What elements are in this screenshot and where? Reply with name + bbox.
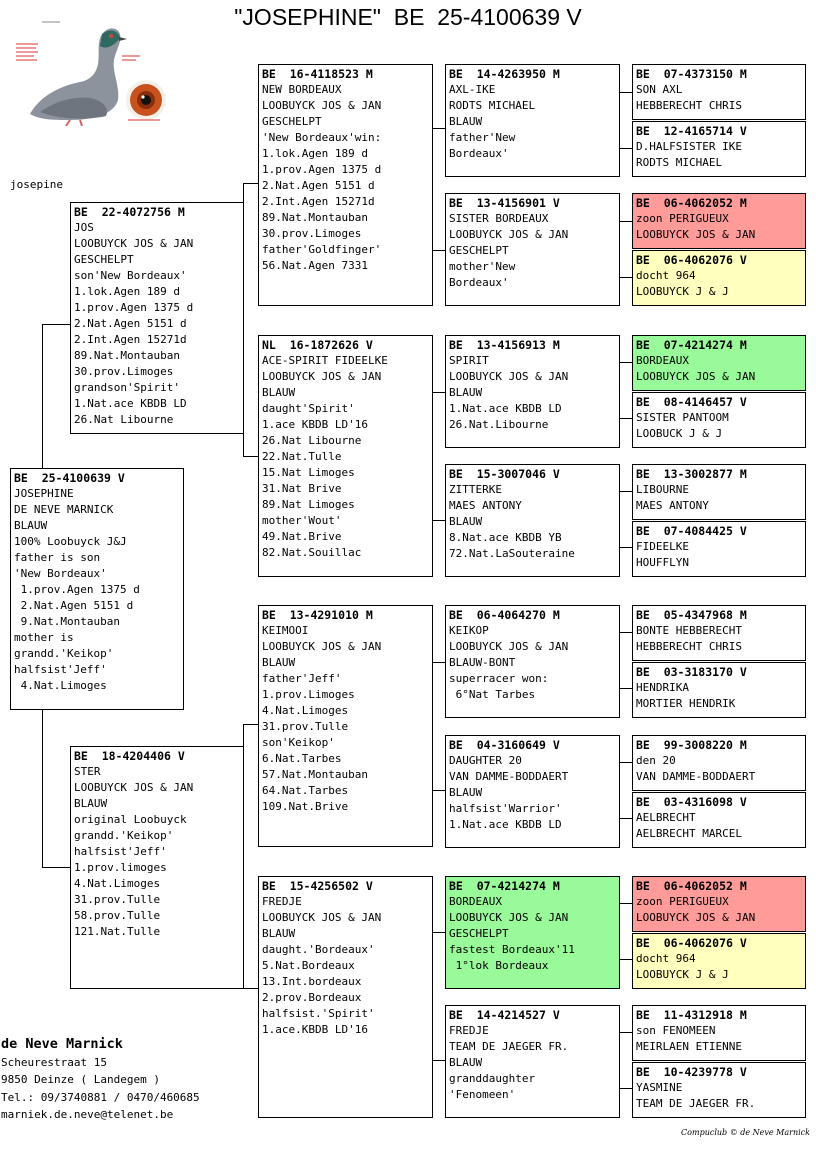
pedigree-detail-line: mother'Wout' xyxy=(262,514,342,527)
pedigree-detail-line: 31.prov.Tulle xyxy=(74,893,161,906)
pedigree-detail-line: GESCHELPT xyxy=(449,244,509,257)
ring-number: BE 03-4316098 V xyxy=(636,795,747,809)
pedigree-detail-line: 1.prov.Agen 1375 d xyxy=(262,163,382,176)
pedigree-detail-line: daught'Spirit' xyxy=(262,402,355,415)
pedigree-detail-line: 31.Nat Brive xyxy=(262,482,342,495)
pedigree-detail-line: LOOBUYCK JOS & JAN xyxy=(449,370,569,383)
ancestor-card xyxy=(632,121,806,177)
ring-number: BE 07-4214274 M xyxy=(449,879,560,893)
pedigree-detail-line: father'Jeff' xyxy=(262,672,342,685)
connector-line xyxy=(619,148,632,149)
pedigree-detail-line: granddaughter xyxy=(449,1072,536,1085)
ring-number: BE 14-4214527 V xyxy=(449,1008,560,1022)
father-card xyxy=(70,202,244,434)
pigeon-name: SISTER PANTOOM xyxy=(636,411,729,424)
pedigree-detail-line: BLAUW xyxy=(262,386,296,399)
footer-credit: Compuclub © de Neve Marnick xyxy=(681,1128,810,1137)
pedigree-detail-line: BLAUW xyxy=(449,1056,483,1069)
owner-address: Scheurestraat 15 xyxy=(1,1055,107,1069)
connector-line xyxy=(619,277,632,278)
side-label: josepine xyxy=(10,178,63,191)
ancestor-card xyxy=(632,464,806,520)
pigeon-name: YASMINE xyxy=(636,1081,683,1094)
pedigree-detail-line: 'Fenomeen' xyxy=(449,1088,516,1101)
pedigree-detail-line: daught.'Bordeaux' xyxy=(262,943,375,956)
ancestor-card xyxy=(632,335,806,391)
ring-number: BE 11-4312918 M xyxy=(636,1008,747,1022)
pedigree-detail-line: LOOBUYCK J & J xyxy=(636,968,729,981)
pedigree-detail-line: son'New Bordeaux' xyxy=(74,269,187,282)
pigeon-name: FREDJE xyxy=(262,895,302,908)
pedigree-detail-line: Bordeaux' xyxy=(449,276,509,289)
ancestor-card xyxy=(632,933,806,989)
pedigree-detail-line: 26.Nat Libourne xyxy=(74,413,174,426)
ancestor-card xyxy=(632,1062,806,1118)
pigeon-name: BORDEAUX xyxy=(636,354,689,367)
pigeon-name: JOS xyxy=(74,221,94,234)
pedigree-detail-line: grandd.'Keikop' xyxy=(14,647,114,660)
pigeon-name: SISTER BORDEAUX xyxy=(449,212,549,225)
pedigree-detail-line: 1°lok Bordeaux xyxy=(449,959,549,972)
pedigree-detail-line: LOOBUYCK JOS & JAN xyxy=(262,640,382,653)
pigeon-name: docht 964 xyxy=(636,952,696,965)
ring-number: BE 07-4084425 V xyxy=(636,524,747,538)
pedigree-detail-line: 1.Nat.ace KBDB LD xyxy=(449,818,562,831)
connector-line xyxy=(619,818,632,819)
pedigree-detail-line: 4.Nat.Limoges xyxy=(14,679,107,692)
pedigree-detail-line: grandd.'Keikop' xyxy=(74,829,174,842)
connector-line xyxy=(243,456,258,457)
pedigree-detail-line: 13.Int.bordeaux xyxy=(262,975,362,988)
pedigree-detail-line: LOOBUYCK JOS & JAN xyxy=(74,237,194,250)
pedigree-detail-line: DE NEVE MARNICK xyxy=(14,503,114,516)
connector-line xyxy=(432,392,445,393)
ring-number: BE 06-4064270 M xyxy=(449,608,560,622)
ring-number: BE 04-3160649 V xyxy=(449,738,560,752)
pedigree-detail-line: 1.prov.Agen 1375 d xyxy=(14,583,140,596)
ring-number: BE 16-4118523 M xyxy=(262,67,373,81)
pedigree-detail-line: MAES ANTONY xyxy=(449,499,522,512)
pedigree-detail-line: LOOBUYCK JOS & JAN xyxy=(449,911,569,924)
owner-email: marniek.de.neve@telenet.be xyxy=(1,1108,174,1121)
pedigree-detail-line: 89.Nat.Montauban xyxy=(74,349,180,362)
pedigree-detail-line: LOOBUYCK J & J xyxy=(636,285,729,298)
pedigree-detail-line: BLAUW xyxy=(449,515,483,528)
pedigree-detail-line: 30.prov.Limoges xyxy=(74,365,174,378)
ring-number: BE 07-4214274 M xyxy=(636,338,747,352)
pedigree-detail-line: BLAUW-BONT xyxy=(449,656,516,669)
pedigree-detail-line: 2.Int.Agen 15271d xyxy=(74,333,187,346)
pedigree-detail-line: 1.Nat.ace KBDB LD xyxy=(74,397,187,410)
pedigree-detail-line: halfsist'Warrior' xyxy=(449,802,562,815)
pedigree-detail-line: 57.Nat.Montauban xyxy=(262,768,368,781)
pigeon-name: DAUGHTER 20 xyxy=(449,754,522,767)
pedigree-detail-line: GESCHELPT xyxy=(262,115,322,128)
pedigree-detail-line: TEAM DE JAEGER FR. xyxy=(636,1097,756,1110)
pigeon-name: STER xyxy=(74,765,101,778)
ring-number: NL 16-1872626 V xyxy=(262,338,373,352)
pedigree-detail-line: LOOBUYCK JOS & JAN xyxy=(449,228,569,241)
pedigree-detail-line: halfsist.'Spirit' xyxy=(262,1007,375,1020)
pedigree-detail-line: superracer won: xyxy=(449,672,549,685)
pedigree-detail-line: VAN DAMME-BODDAERT xyxy=(449,770,569,783)
pedigree-detail-line: LOOBUYCK JOS & JAN xyxy=(636,370,756,383)
ring-number: BE 06-4062052 M xyxy=(636,196,747,210)
pigeon-name: BORDEAUX xyxy=(449,895,502,908)
subject-pigeon-card xyxy=(10,468,184,710)
connector-line xyxy=(619,762,632,763)
connector-line xyxy=(619,688,632,689)
pedigree-detail-line: 5.Nat.Bordeaux xyxy=(262,959,355,972)
pedigree-detail-line: 1.prov.limoges xyxy=(74,861,167,874)
connector-line xyxy=(619,92,632,93)
pedigree-detail-line: GESCHELPT xyxy=(74,253,134,266)
connector-line xyxy=(42,324,43,468)
pigeon-name: zoon PERIGUEUX xyxy=(636,895,729,908)
pedigree-detail-line: 'New Bordeaux'win: xyxy=(262,131,382,144)
connector-line xyxy=(619,1088,632,1089)
pedigree-detail-line: 49.Nat.Brive xyxy=(262,530,342,543)
pedigree-detail-line: father'Goldfinger' xyxy=(262,243,382,256)
ring-number: BE 15-3007046 V xyxy=(449,467,560,481)
connector-line xyxy=(432,662,445,663)
pedigree-detail-line: fastest Bordeaux'11 xyxy=(449,943,575,956)
ring-number: BE 08-4146457 V xyxy=(636,395,747,409)
pigeon-name: zoon PERIGUEUX xyxy=(636,212,729,225)
pedigree-detail-line: halfsist'Jeff' xyxy=(74,845,167,858)
great-grandparent-card xyxy=(445,335,620,448)
pedigree-detail-line: LOOBUYCK JOS & JAN xyxy=(636,911,756,924)
ring-number: BE 06-4062076 V xyxy=(636,253,747,267)
ring-number: BE 05-4347968 M xyxy=(636,608,747,622)
pedigree-detail-line: MEIRLAEN ETIENNE xyxy=(636,1040,742,1053)
pedigree-title: "JOSEPHINE" BE 25-4100639 V xyxy=(234,4,582,30)
owner-info xyxy=(1,1036,200,1124)
connector-line xyxy=(243,724,258,725)
ancestor-card xyxy=(632,193,806,249)
pedigree-detail-line: MAES ANTONY xyxy=(636,499,709,512)
ancestor-card xyxy=(632,792,806,848)
pedigree-detail-line: mother is xyxy=(14,631,74,644)
great-grandparent-card xyxy=(445,1005,620,1118)
pedigree-detail-line: BLAUW xyxy=(14,519,48,532)
connector-line xyxy=(619,491,632,492)
pedigree-detail-line: RODTS MICHAEL xyxy=(636,156,723,169)
pedigree-detail-line: 1.prov.Agen 1375 d xyxy=(74,301,194,314)
pedigree-detail-line: 9.Nat.Montauban xyxy=(14,615,120,628)
pedigree-detail-line: BLAUW xyxy=(262,656,296,669)
ring-number: BE 99-3008220 M xyxy=(636,738,747,752)
ring-number: BE 25-4100639 V xyxy=(14,471,125,485)
pedigree-detail-line: LOOBUYCK JOS & JAN xyxy=(262,99,382,112)
pedigree-detail-line: 4.Nat.Limoges xyxy=(74,877,161,890)
pedigree-detail-line: LOOBUYCK JOS & JAN xyxy=(74,781,194,794)
connector-line xyxy=(432,790,445,791)
pedigree-detail-line: 64.Nat.Tarbes xyxy=(262,784,349,797)
pedigree-detail-line: BLAUW xyxy=(449,115,483,128)
connector-line xyxy=(619,418,632,419)
pigeon-name: JOSEPHINE xyxy=(14,487,74,500)
ring-number: BE 13-4156901 V xyxy=(449,196,560,210)
connector-line xyxy=(619,959,632,960)
pigeon-name: FREDJE xyxy=(449,1024,489,1037)
pedigree-detail-line: 56.Nat.Agen 7331 xyxy=(262,259,368,272)
pedigree-detail-line: 1.prov.Limoges xyxy=(262,688,355,701)
great-grandparent-card xyxy=(445,876,620,989)
ancestor-card xyxy=(632,662,806,718)
owner-name: de Neve Marnick xyxy=(1,1036,123,1052)
pedigree-detail-line: 1.ace KBDB LD'16 xyxy=(262,418,368,431)
ring-number: BE 13-4156913 M xyxy=(449,338,560,352)
pigeon-name: SON AXL xyxy=(636,83,683,96)
owner-city: 9850 Deinze ( Landegem ) xyxy=(1,1073,160,1086)
pedigree-detail-line: 2.Int.Agen 15271d xyxy=(262,195,375,208)
pedigree-detail-line: 'New Bordeaux' xyxy=(14,567,107,580)
great-grandparent-card xyxy=(445,735,620,848)
pedigree-detail-line: 26.Nat Libourne xyxy=(262,434,362,447)
pigeon-name: SPIRIT xyxy=(449,354,489,367)
pedigree-detail-line: 2.Nat.Agen 5151 d xyxy=(262,179,375,192)
ring-number: BE 15-4256502 V xyxy=(262,879,373,893)
connector-line xyxy=(42,867,70,868)
connector-line xyxy=(432,250,445,251)
ancestor-card xyxy=(632,876,806,932)
pedigree-detail-line: 22.Nat.Tulle xyxy=(262,450,342,463)
ancestor-card xyxy=(632,64,806,120)
pedigree-detail-line: LOOBUCK J & J xyxy=(636,427,723,440)
ancestor-card xyxy=(632,392,806,448)
pedigree-detail-line: GESCHELPT xyxy=(449,927,509,940)
pedigree-detail-line: BLAUW xyxy=(74,797,108,810)
pedigree-detail-line: LOOBUYCK JOS & JAN xyxy=(262,911,382,924)
ancestor-card xyxy=(632,1005,806,1061)
pedigree-detail-line: 72.Nat.LaSouteraine xyxy=(449,547,575,560)
pigeon-name: HENDRIKA xyxy=(636,681,689,694)
ring-number: BE 06-4062052 M xyxy=(636,879,747,893)
owner-phone: Tel.: 09/3740881 / 0470/460685 xyxy=(1,1090,200,1104)
pedigree-detail-line: HEBBERECHT CHRIS xyxy=(636,99,742,112)
ring-number: BE 22-4072756 M xyxy=(74,205,185,219)
pedigree-detail-line: HEBBERECHT CHRIS xyxy=(636,640,742,653)
pigeon-name: NEW BORDEAUX xyxy=(262,83,342,96)
pedigree-detail-line: father'New xyxy=(449,131,516,144)
pedigree-detail-line: 26.Nat.Libourne xyxy=(449,418,549,431)
pedigree-detail-line: 89.Nat Limoges xyxy=(262,498,355,511)
pedigree-detail-line: Bordeaux' xyxy=(449,147,509,160)
pedigree-detail-line: 100% Loobuyck J&J xyxy=(14,535,127,548)
pedigree-detail-line: 82.Nat.Souillac xyxy=(262,546,362,559)
pigeon-name: KEIMOOI xyxy=(262,624,309,637)
ring-number: BE 06-4062076 V xyxy=(636,936,747,950)
connector-line xyxy=(42,324,70,325)
great-grandparent-card xyxy=(445,605,620,718)
pedigree-detail-line: 121.Nat.Tulle xyxy=(74,925,161,938)
pedigree-detail-line: RODTS MICHAEL xyxy=(449,99,536,112)
pigeon-name: docht 964 xyxy=(636,269,696,282)
pigeon-name: D.HALFSISTER IKE xyxy=(636,140,742,153)
pedigree-detail-line: son'Keikop' xyxy=(262,736,335,749)
ancestor-card xyxy=(632,521,806,577)
connector-line xyxy=(619,362,632,363)
pedigree-detail-line: 8.Nat.ace KBDB YB xyxy=(449,531,562,544)
pedigree-detail-line: BLAUW xyxy=(449,386,483,399)
pedigree-detail-line: 15.Nat Limoges xyxy=(262,466,355,479)
pedigree-detail-line: 1.Nat.ace KBDB LD xyxy=(449,402,562,415)
ring-number: BE 03-3183170 V xyxy=(636,665,747,679)
pedigree-detail-line: 2.prov.Bordeaux xyxy=(262,991,362,1004)
pedigree-detail-line: 6.Nat.Tarbes xyxy=(262,752,342,765)
pedigree-detail-line: LOOBUYCK JOS & JAN xyxy=(262,370,382,383)
mother-card xyxy=(70,746,244,989)
pedigree-detail-line: LOOBUYCK JOS & JAN xyxy=(636,228,756,241)
connector-line xyxy=(619,221,632,222)
connector-line xyxy=(432,1060,445,1061)
pedigree-detail-line: grandson'Spirit' xyxy=(74,381,180,394)
connector-line xyxy=(42,709,43,867)
pigeon-name: ACE-SPIRIT FIDEELKE xyxy=(262,354,388,367)
pigeon-name: BONTE HEBBERECHT xyxy=(636,624,742,637)
connector-line xyxy=(432,932,445,933)
pigeon-name: den 20 xyxy=(636,754,676,767)
pedigree-detail-line: AELBRECHT MARCEL xyxy=(636,827,742,840)
ring-number: BE 18-4204406 V xyxy=(74,749,185,763)
pedigree-detail-line: TEAM DE JAEGER FR. xyxy=(449,1040,569,1053)
pedigree-detail-line: 1.ace.KBDB LD'16 xyxy=(262,1023,368,1036)
paternal-grandfather-card xyxy=(258,64,433,306)
connector-line xyxy=(243,183,258,184)
ring-number: BE 14-4263950 M xyxy=(449,67,560,81)
pedigree-detail-line: 4.Nat.Limoges xyxy=(262,704,349,717)
pedigree-detail-line: 2.Nat.Agen 5151 d xyxy=(14,599,134,612)
great-grandparent-card xyxy=(445,64,620,177)
pigeon-name: son FENOMEEN xyxy=(636,1024,716,1037)
connector-line xyxy=(619,1032,632,1033)
pedigree-detail-line: father is son xyxy=(14,551,101,564)
connector-line xyxy=(243,988,258,989)
maternal-grandfather-card xyxy=(258,605,433,847)
ring-number: BE 12-4165714 V xyxy=(636,124,747,138)
great-grandparent-card xyxy=(445,464,620,577)
pedigree-detail-line: 30.prov.Limoges xyxy=(262,227,362,240)
pedigree-detail-line: BLAUW xyxy=(449,786,483,799)
ring-number: BE 07-4373150 M xyxy=(636,67,747,81)
connector-line xyxy=(619,903,632,904)
connector-line xyxy=(619,547,632,548)
pedigree-detail-line: 1.lok.Agen 189 d xyxy=(262,147,368,160)
pedigree-detail-line: 89.Nat.Montauban xyxy=(262,211,368,224)
pedigree-detail-line: MORTIER HENDRIK xyxy=(636,697,736,710)
pedigree-detail-line: 109.Nat.Brive xyxy=(262,800,349,813)
ancestor-card xyxy=(632,735,806,791)
connector-line xyxy=(619,632,632,633)
pigeon-name: AXL-IKE xyxy=(449,83,496,96)
pigeon-name: ZITTERKE xyxy=(449,483,502,496)
pedigree-detail-line: halfsist'Jeff' xyxy=(14,663,107,676)
great-grandparent-card xyxy=(445,193,620,306)
pigeon-name: LIBOURNE xyxy=(636,483,689,496)
maternal-grandmother-card xyxy=(258,876,433,1118)
pedigree-detail-line: 31.prov.Tulle xyxy=(262,720,349,733)
pigeon-logo-icon xyxy=(10,16,170,126)
ancestor-card xyxy=(632,605,806,661)
pedigree-detail-line: 6°Nat Tarbes xyxy=(449,688,536,701)
pedigree-detail-line: mother'New xyxy=(449,260,516,273)
pedigree-detail-line: BLAUW xyxy=(262,927,296,940)
pedigree-detail-line: 2.Nat.Agen 5151 d xyxy=(74,317,187,330)
ring-number: BE 13-4291010 M xyxy=(262,608,373,622)
ancestor-card xyxy=(632,250,806,306)
pedigree-detail-line: 58.prov.Tulle xyxy=(74,909,161,922)
paternal-grandmother-card xyxy=(258,335,433,577)
pigeon-name: AELBRECHT xyxy=(636,811,696,824)
pedigree-detail-line: VAN DAMME-BODDAERT xyxy=(636,770,756,783)
pedigree-detail-line: 1.lok.Agen 189 d xyxy=(74,285,180,298)
ring-number: BE 13-3002877 M xyxy=(636,467,747,481)
connector-line xyxy=(432,128,445,129)
ring-number: BE 10-4239778 V xyxy=(636,1065,747,1079)
connector-line xyxy=(432,520,445,521)
pigeon-name: KEIKOP xyxy=(449,624,489,637)
pigeon-name: FIDEELKE xyxy=(636,540,689,553)
pedigree-detail-line: original Loobuyck xyxy=(74,813,187,826)
pedigree-detail-line: LOOBUYCK JOS & JAN xyxy=(449,640,569,653)
pedigree-detail-line: HOUFFLYN xyxy=(636,556,689,569)
